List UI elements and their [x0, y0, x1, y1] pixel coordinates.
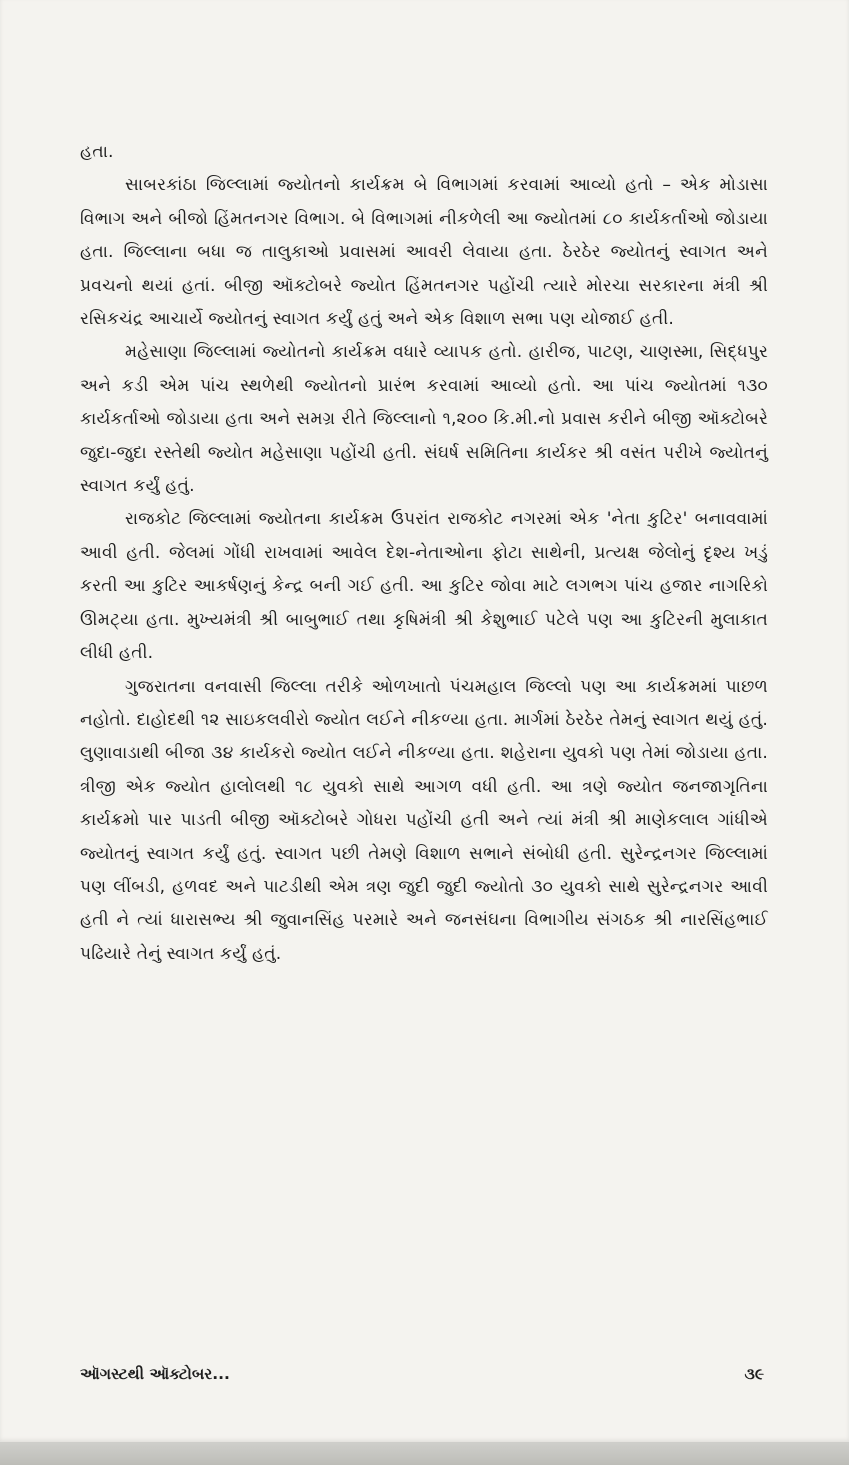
paragraph-continuation: હતા. — [80, 142, 114, 162]
page-body — [80, 136, 768, 971]
page-footer — [80, 1365, 768, 1389]
page-number: ૩૯ — [744, 1365, 764, 1383]
running-footer-title: ઑગસ્ટથી ઑક્ટોબર... — [80, 1365, 230, 1383]
paragraph-sabarkantha: સાબરકાંઠા જિલ્લામાં જ્યોતનો કાર્યક્રમ બે વિભાગમાં કરવામાં આવ્યો હતો – એક મોડાસા વિભાગ અને બીજો હિંમતનગર વિભાગ. બે વિભાગમાં નીકળેલી આ જ્યોતમાં ૮૦ કાર્યકર્તાઓ જોડાયા હતા. જિલ્લાના બધા જ તાલુકાઓ પ્રવાસમાં આવરી લેવાયા હતા. ઠેરઠેર જ્યોતનું સ્વાગત અને પ્રવચનો થયાં હતાં. બીજી ઑક્ટોબરે જ્યોત હિંમતનગર પહોંચી ત્યારે મોરચા સરકારના મંત્રી શ્રી રસિકચંદ્ર આચાર્યે જ્યોતનું સ્વાગત કર્યું હતું અને એક વિશાળ સભા પણ યોજાઈ હતી. — [80, 175, 768, 330]
page-edge-shadow — [0, 1442, 849, 1465]
paragraph-mehsana: મહેસાણા જિલ્લામાં જ્યોતનો કાર્યક્રમ વધારે વ્યાપક હતો. હારીજ, પાટણ, ચાણસ્મા, સિદ્ધપુર અને કડી એમ પાંચ સ્થળેથી જ્યોતનો પ્રારંભ કરવામાં આવ્યો હતો. આ પાંચ જ્યોતમાં ૧૩૦ કાર્યકર્તાઓ જોડાયા હતા અને સમગ્ર રીતે જિલ્લાનો ૧,૨૦૦ કિ.મી.નો પ્રવાસ કરીને બીજી ઑક્ટોબરે જુદા-જુદા રસ્તેથી જ્યોત મહેસાણા પહોંચી હતી. સંઘર્ષ સમિતિના કાર્યકર શ્રી વસંત પરીખે જ્યોતનું સ્વાગત કર્યું હતું. — [80, 342, 768, 497]
paragraph-rajkot: રાજકોટ જિલ્લામાં જ્યોતના કાર્યક્રમ ઉપરાંત રાજકોટ નગરમાં એક 'નેતા કુટિર' બનાવવામાં આવી હતી. જેલમાં ગોંધી રાખવામાં આવેલ દેશ-નેતાઓના ફોટા સાથેની, પ્રત્યક્ષ જેલોનું દૃશ્ય ખડું કરતી આ કુટિર આકર્ષણનું કેન્દ્ર બની ગઈ હતી. આ કુટિર જોવા માટે લગભગ પાંચ હજાર નાગરિકો ઊમટ્યા હતા. મુખ્યમંત્રી શ્રી બાબુભાઈ તથા કૃષિમંત્રી શ્રી કેશુભાઈ પટેલે પણ આ કુટિરની મુલાકાત લીધી હતી. — [80, 509, 768, 664]
paragraph-panchmahal: ગુજરાતના વનવાસી જિલ્લા તરીકે ઓળખાતો પંચમહાલ જિલ્લો પણ આ કાર્યક્રમમાં પાછળ નહોતો. દાહોદથી ૧૨ સાઇકલવીરો જ્યોત લઈને નીકળ્યા હતા. માર્ગમાં ઠેરઠેર તેમનું સ્વાગત થયું હતું. લુણાવાડાથી બીજા ૩૪ કાર્યકરો જ્યોત લઈને નીકળ્યા હતા. શહેરાના યુવકો પણ તેમાં જોડાયા હતા. ત્રીજી એક જ્યોત હાલોલથી ૧૮ યુવકો સાથે આગળ વધી હતી. આ ત્રણે જ્યોત જનજાગૃતિના કાર્યક્રમો પાર પાડતી બીજી ઑક્ટોબરે ગોધરા પહોંચી હતી અને ત્યાં મંત્રી શ્રી માણેકલાલ ગાંધીએ જ્યોતનું સ્વાગત કર્યું હતું. સ્વાગત પછી તેમણે વિશાળ સભાને સંબોધી હતી. સુરેન્દ્રનગર જિલ્લામાં પણ લીંબડી, હળવદ અને પાટડીથી એમ ત્રણ જુદી જુદી જ્યોતો ૩૦ યુવકો સાથે સુરેન્દ્રનગર આવી હતી ને ત્યાં ધારાસભ્ય શ્રી જુવાનસિંહ પરમારે અને જનસંઘના વિભાગીય સંગઠક શ્રી નારસિંહભાઈ પઢિયારે તેનું સ્વાગત કર્યું હતું. — [80, 676, 768, 964]
